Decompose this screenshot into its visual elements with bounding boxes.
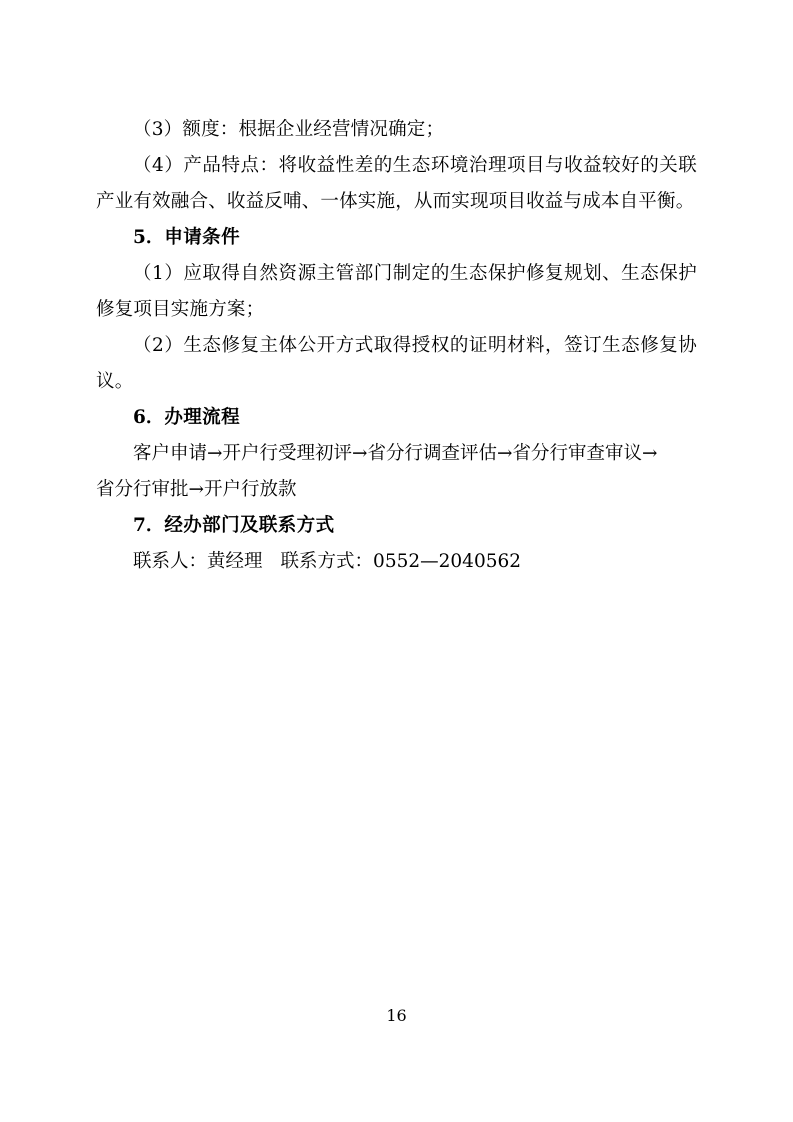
contact-method-label: 联系方式： (280, 551, 374, 572)
contact-person-name: 黄经理 (207, 551, 263, 572)
contact-person-label: 联系人： (133, 551, 208, 572)
contact-phone-number: 0552—2040562 (373, 551, 522, 572)
heading-process-flow (96, 400, 697, 436)
heading-6-number: 6． (133, 407, 165, 428)
heading-7-number: 7． (133, 515, 165, 536)
contact-line (96, 544, 697, 580)
process-flow-line-2: 省分行审批→开户行放款 (96, 479, 297, 500)
paragraph-product-features: （4）产品特点：将收益性差的生态环境治理项目与收益较好的关联产业有效融合、收益反哺、一体实施，从而实现项目收益与成本自平衡。 (96, 155, 697, 212)
heading-7-text: 经办部门及联系方式 (164, 515, 335, 536)
heading-contact-department (96, 508, 697, 544)
paragraph-condition-1: （1）应取得自然资源主管部门制定的生态保护修复规划、生态保护修复项目实施方案； (96, 263, 697, 320)
heading-5-text: 申请条件 (164, 227, 240, 248)
heading-application-conditions (96, 220, 697, 256)
paragraph-quota: （3）额度：根据企业经营情况确定； (133, 119, 445, 140)
document-content (96, 112, 697, 580)
process-flow-line-1: 客户申请→开户行受理初评→省分行调查评估→省分行审查审议→ (133, 443, 658, 464)
heading-5-number: 5． (133, 227, 165, 248)
paragraph-condition-2: （2）生态修复主体公开方式取得授权的证明材料，签订生态修复协议。 (96, 335, 697, 392)
page-number: 16 (386, 1006, 407, 1025)
heading-6-text: 办理流程 (164, 407, 240, 428)
